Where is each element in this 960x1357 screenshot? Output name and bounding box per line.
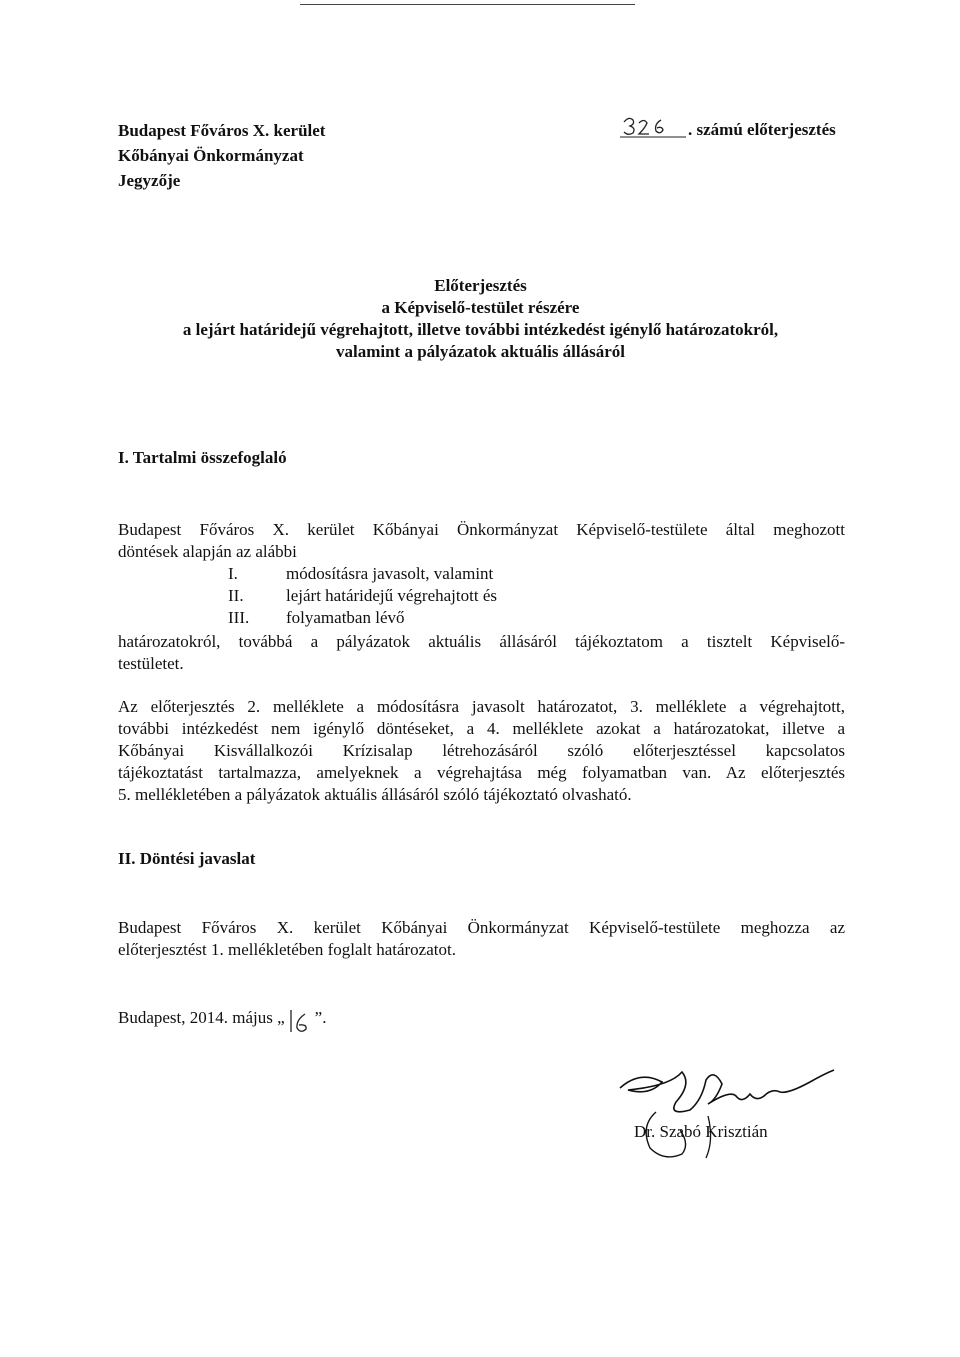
list-item-text: lejárt határidejű végrehajtott és [286,586,497,605]
title-line-1: Előterjesztés [434,276,527,295]
handwritten-number [620,118,688,140]
section-1-intro [118,519,845,563]
s2-line-2: előterjesztést 1. mellékletében foglalt határozatot. [118,940,456,959]
p2-line-5: 5. mellékletében a pályázatok aktuális állásáról szóló tájékoztató olvasható. [118,785,632,804]
issuer-line-2: Kőbányai Önkormányzat [118,146,304,165]
list-item-number: II. [228,586,244,605]
section-1-outro [118,631,845,675]
section-1-paragraph-2 [118,696,845,806]
issuer-line-3: Jegyzője [118,171,181,190]
signer-name: Dr. Szabó Krisztián [634,1122,768,1141]
document-title [118,275,843,363]
submission-label: . számú előterjesztés [688,120,836,139]
section-2-body [118,917,845,961]
p2-line-1: Az előterjesztés 2. melléklete a módosításra javasolt határozatot, 3. melléklete a végrehajtott, [118,697,845,716]
date-line [118,1008,326,1028]
date-prefix: Budapest, 2014. május „ [118,1008,285,1027]
issuer-block [118,118,325,193]
p2-line-2: további intézkedést nem igénylő döntéseket, a 4. melléklete azokat a határozatokat, illetve a [118,719,845,738]
title-line-3: a lejárt határidejű végrehajtott, illetve további intézkedést igénylő határozatokról, [182,320,779,339]
top-border-line [300,4,635,5]
list-item-number: III. [228,608,250,627]
intro-line-2: döntések alapján az alábbi [118,542,297,561]
list-item-text: folyamatban lévő [286,608,405,627]
section-2-heading: II. Döntési javaslat [118,849,256,868]
p2-line-3: Kőbányai Kisvállalkozói Krízisalap létrehozásáról szóló előterjesztéssel kapcsolatos [118,741,845,760]
outro-line-1: határozatokról, továbbá a pályázatok aktuális állásáról tájékoztatom a tisztelt Képviselő- [118,632,845,651]
list-item [228,585,497,607]
title-line-4: valamint a pályázatok aktuális állásáról [335,342,626,361]
outro-line-2: testületet. [118,654,184,673]
decision-list [228,563,497,629]
list-item [228,563,497,585]
list-item-text: módosításra javasolt, valamint [286,564,494,583]
issuer-line-1: Budapest Főváros X. kerület [118,121,326,140]
p2-line-4: tájékoztatást tartalmazza, amelyeknek a végrehajtása még folyamatban van. Az előterjesztés [118,763,845,782]
signature [610,1060,850,1170]
title-line-2: a Képviselő-testület részére [381,298,580,317]
handwritten-day [285,1008,315,1028]
section-1-heading: I. Tartalmi összefoglaló [118,448,287,467]
intro-line-1: Budapest Főváros X. kerület Kőbányai Önkormányzat Képviselő-testülete által meghozott [118,520,845,539]
s2-line-1: Budapest Főváros X. kerület Kőbányai Önkormányzat Képviselő-testülete meghozza az [118,918,845,937]
list-item-number: I. [228,564,238,583]
submission-number [620,118,836,140]
date-suffix: ”. [314,1008,327,1027]
list-item [228,607,497,629]
